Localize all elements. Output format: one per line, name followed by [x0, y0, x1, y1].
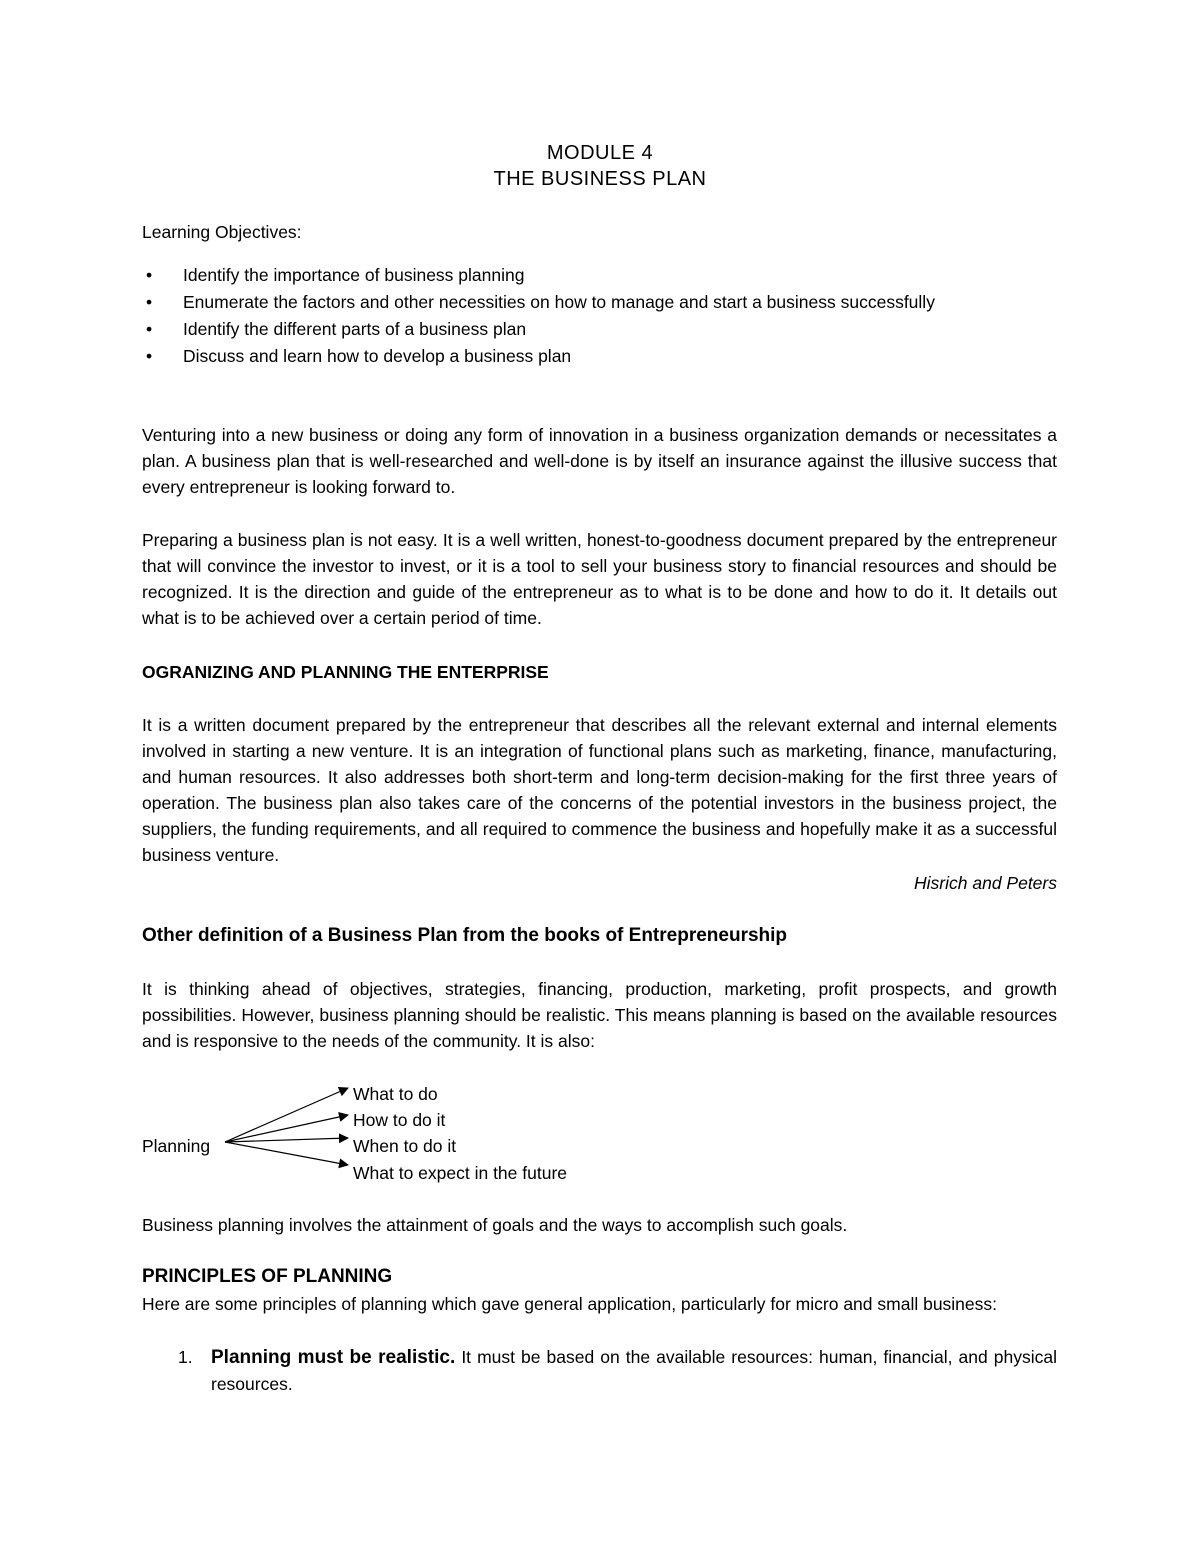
objective-item: • Discuss and learn how to develop a business plan [183, 343, 1083, 370]
diagram-target-what-to-expect: What to expect in the future [353, 1163, 568, 1183]
objective-item: • Identify the importance of business planning [183, 262, 1083, 289]
objectives-list [146, 262, 1083, 370]
section-heading-organizing: OGRANIZING AND PLANNING THE ENTERPRISE [142, 662, 549, 682]
diagram-source-label: Planning [142, 1136, 211, 1156]
objectives-label: Learning Objectives: [142, 222, 302, 242]
attribution: Hisrich and Peters [914, 873, 1057, 893]
intro-paragraph-2: Preparing a business plan is not easy. It is a well written, honest-to-goodness document prepared by the entrepreneur that will convince the investor to invest, or it is a tool to sell your business story to financial resources and should be recognized. It is the direction and guide of the entrepreneur as to what is to be done and how to do it. It details out what is to be achieved over a certain period of time. [142, 530, 1057, 628]
planning-arrows [215, 1078, 365, 1178]
principle-number: 1. [178, 1347, 193, 1367]
goals-paragraph: Business planning involves the attainment of goals and the ways to accomplish such goals. [142, 1215, 848, 1235]
arrow-how-to-do-it [225, 1115, 348, 1142]
objective-item: • Identify the different parts of a business plan [183, 316, 1083, 343]
page-title: THE BUSINESS PLAN [493, 168, 707, 190]
bullet-icon: • [146, 319, 153, 339]
module-number: MODULE 4 [546, 142, 654, 164]
arrow-what-to-do [225, 1088, 348, 1142]
organizing-paragraph: It is a written document prepared by the entrepreneur that describes all the relevant external and internal elements involved in starting a new venture. It is an integration of functional plans such as marketing, finance, manufacturing, and human resources. It also addresses both short-term and long-term decision-making for the first three years of operation. The business plan also takes care of the concerns of the potential investors in the business project, the suppliers, the funding requirements, and all required to commence the business and hopefully make it as a successful business venture. [142, 715, 1057, 865]
other-definition-paragraph: It is thinking ahead of objectives, strategies, financing, production, marketing, profit prospects, and growth possibilities. However, business planning should be realistic. This means planning is based on the available resources and is responsive to the needs of the community. It is also: [142, 979, 1057, 1051]
principle-item [178, 1344, 1057, 1397]
diagram-target-what-to-do: What to do [353, 1084, 438, 1104]
bullet-icon: • [146, 265, 153, 285]
arrow-what-to-expect [225, 1142, 348, 1165]
intro-paragraph-1: Venturing into a new business or doing any form of innovation in a business organization demands or necessitates a plan. A business plan that is well-researched and well-done is by itself an insurance against the illusive success that every entrepreneur is looking forward to. [142, 425, 1057, 497]
diagram-target-when-to-do-it: When to do it [353, 1136, 457, 1156]
arrow-when-to-do-it [225, 1138, 348, 1142]
objective-item: • Enumerate the factors and other necessities on how to manage and start a business successfully [183, 289, 1083, 316]
bullet-icon: • [146, 292, 153, 312]
diagram-target-how-to-do-it: How to do it [353, 1110, 446, 1130]
section-heading-other-definition: Other definition of a Business Plan from the books of Entrepreneurship [142, 925, 788, 946]
section-heading-principles: PRINCIPLES OF PLANNING [142, 1266, 393, 1287]
principle-text: It must be based on the available resources: human, financial, and physical resources. [211, 1347, 1057, 1394]
principle-title: Planning must be realistic. [211, 1347, 456, 1368]
principles-intro: Here are some principles of planning which gave general application, particularly for micro and small business: [142, 1294, 998, 1314]
bullet-icon: • [146, 346, 153, 366]
